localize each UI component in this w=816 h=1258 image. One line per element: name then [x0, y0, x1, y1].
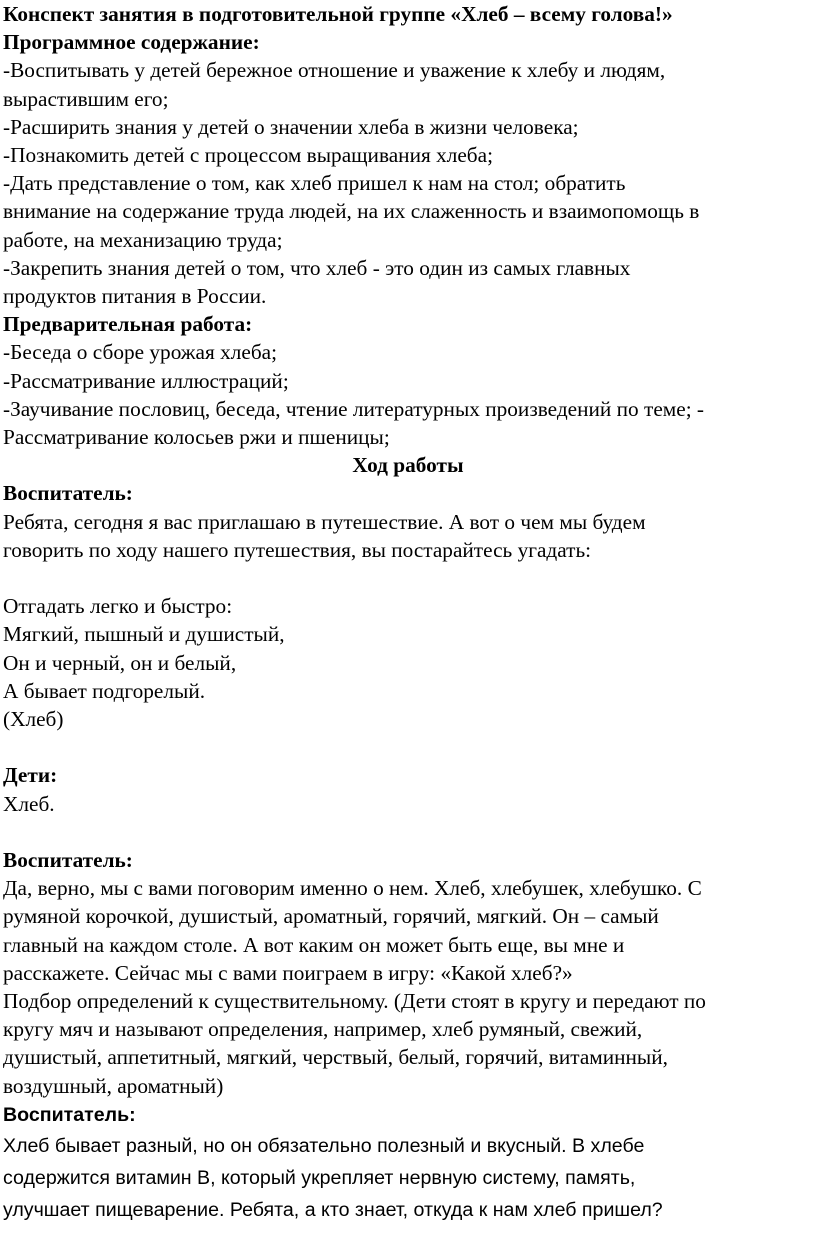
speaker-label: Воспитатель:: [3, 848, 133, 873]
blank-line: [3, 733, 813, 761]
speaker-label: Воспитатель:: [3, 481, 133, 506]
program-item-line: -Закрепить знания детей о том, что хлеб - это один из самых главных: [3, 255, 631, 280]
speech-line: Да, верно, мы с вами поговорим именно о нем. Хлеб, хлебушек, хлебушко. С: [3, 876, 702, 901]
program-item-line: внимание на содержание труда людей, на их слаженность и взаимопомощь в: [3, 199, 700, 224]
speech-line: Подбор определений к существительному. (Дети стоят в кругу и передают по: [3, 989, 706, 1014]
speech-line: румяной корочкой, душистый, ароматный, горячий, мягкий. Он – самый: [3, 904, 659, 929]
speech-line: Ребята, сегодня я вас приглашаю в путешествие. А вот о чем мы будем: [3, 509, 646, 534]
speech-line: кругу мяч и называют определения, например, хлеб румяный, свежий,: [3, 1017, 643, 1042]
riddle-answer: (Хлеб): [3, 707, 64, 732]
preliminary-line: -Рассматривание иллюстраций;: [3, 368, 289, 393]
speaker-label: Дети:: [3, 763, 58, 788]
program-item-line: -Дать представление о том, как хлеб пришел к нам на стол; обратить: [3, 171, 626, 196]
speech-line: воздушный, ароматный): [3, 1073, 224, 1098]
program-item: [3, 56, 813, 112]
program-item: [3, 113, 813, 141]
riddle-line: Мягкий, пышный и душистый,: [3, 622, 285, 647]
program-item-line: вырастившим его;: [3, 86, 169, 111]
children-block: [3, 761, 813, 817]
speech-line: расскажете. Сейчас мы с вами поиграем в игру: «Какой хлеб?»: [3, 960, 573, 985]
speech-line: содержится витамин В, который укрепляет нервную систему, память,: [3, 1166, 636, 1189]
program-item-line: -Воспитывать у детей бережное отношение и уважение к хлебу и людям,: [3, 58, 666, 83]
riddle-line: А бывает подгорелый.: [3, 678, 206, 703]
riddle-line: Он и черный, он и белый,: [3, 650, 237, 675]
document-page: [3, 0, 813, 1226]
program-item-line: -Познакомить детей с процессом выращивания хлеба;: [3, 143, 494, 168]
preliminary-line: -Беседа о сборе урожая хлеба;: [3, 340, 278, 365]
teacher-block-1: [3, 479, 813, 564]
speech-line: душистый, аппетитный, мягкий, черствый, белый, горячий, витаминный,: [3, 1045, 668, 1070]
program-item: [3, 254, 813, 310]
program-heading: Программное содержание:: [3, 30, 260, 55]
program-item: [3, 141, 813, 169]
riddle-line: Отгадать легко и быстро:: [3, 594, 233, 619]
program-item-line: продуктов питания в России.: [3, 284, 267, 309]
blank-line: [3, 818, 813, 846]
riddle: [3, 592, 813, 733]
preliminary-line: Рассматривание колосьев ржи и пшеницы;: [3, 425, 390, 450]
program-item-line: работе, на механизацию труда;: [3, 227, 283, 252]
blank-line: [3, 564, 813, 592]
speech-line: улучшает пищеварение. Ребята, а кто знает, откуда к нам хлеб пришел?: [3, 1198, 663, 1221]
program-list: [3, 56, 813, 310]
teacher-block-2: [3, 846, 813, 1100]
process-heading: Ход работы: [352, 453, 464, 478]
speech-line: говорить по ходу нашего путешествия, вы постарайтесь угадать:: [3, 537, 592, 562]
preliminary-heading: Предварительная работа:: [3, 312, 253, 337]
program-item-line: -Расширить знания у детей о значении хлеба в жизни человека;: [3, 114, 579, 139]
preliminary-line: -Заучивание пословиц, беседа, чтение литературных произведений по теме; -: [3, 396, 705, 421]
teacher-block-3: [3, 1100, 813, 1226]
preliminary-list: [3, 338, 813, 451]
speech-line: Хлеб.: [3, 791, 55, 816]
speech-line: главный на каждом столе. А вот каким он может быть еще, вы мне и: [3, 932, 625, 957]
program-item: [3, 169, 813, 254]
document-title: Конспект занятия в подготовительной группе «Хлеб – всему голова!»: [3, 2, 673, 26]
speech-line: Хлеб бывает разный, но он обязательно полезный и вкусный. В хлебе: [3, 1134, 645, 1157]
speaker-label: Воспитатель:: [3, 1103, 136, 1126]
